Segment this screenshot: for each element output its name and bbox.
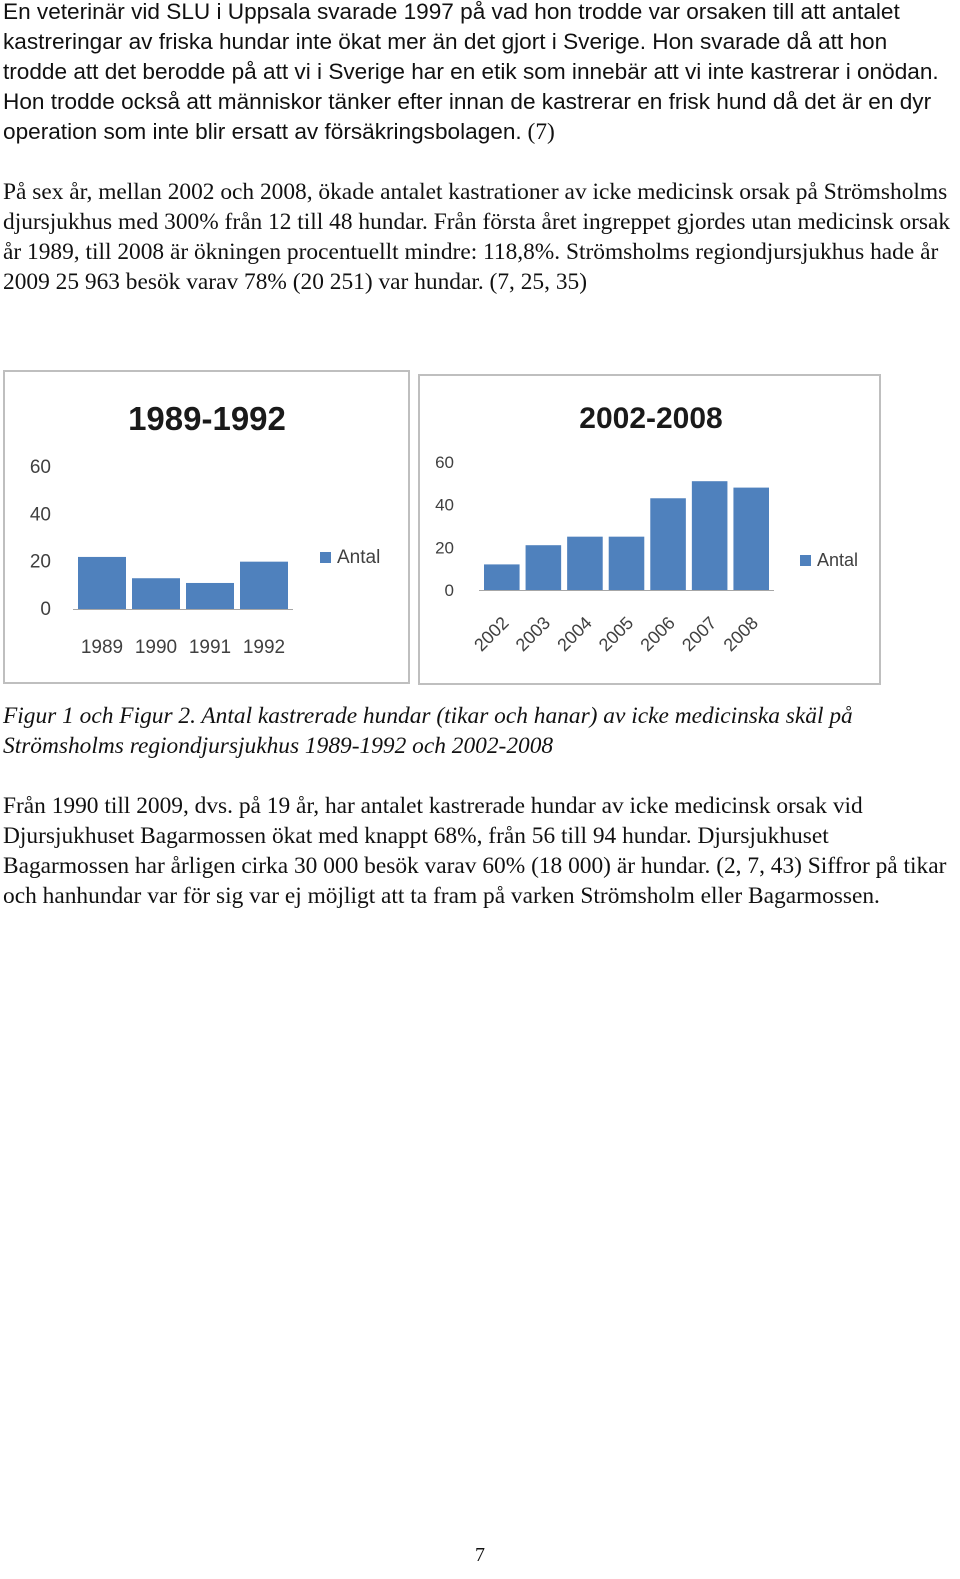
bar-1989 bbox=[78, 557, 126, 609]
legend-swatch bbox=[800, 555, 811, 566]
paragraph-veterinarian-text: En veterinär vid SLU i Uppsala svarade 1997 på vad hon trodde var orsaken till att antalet kastreringar av friska hundar inte ökat mer än det gjort i Sverige. Hon svarade då att hon trodde att det berodde på att vi i Sverige har en etik som innebär att vi inte kastrerar i onödan. Hon trodde också att människor tänker efter innan de kastrerar en frisk hund då det är en dyr operation som inte blir ersatt av försäkringsbolagen. bbox=[3, 0, 939, 144]
legend-label: Antal bbox=[337, 547, 381, 568]
paragraph-veterinarian bbox=[3, 0, 955, 147]
chart-1989-1992 bbox=[3, 370, 410, 684]
bar-2004 bbox=[567, 537, 603, 590]
bar-2006 bbox=[650, 498, 686, 590]
y-tick-label: 20 bbox=[435, 538, 454, 558]
chart-title: 1989-1992 bbox=[128, 400, 286, 437]
y-tick-label: 40 bbox=[29, 504, 51, 526]
bar-1992 bbox=[240, 562, 288, 609]
y-tick-label: 40 bbox=[435, 495, 454, 515]
bar-2002 bbox=[484, 564, 520, 590]
chart-1989-1992-svg bbox=[5, 372, 408, 682]
category-label: 1989 bbox=[80, 637, 124, 658]
figure-caption: Figur 1 och Figur 2. Antal kastrerade hundar (tikar och hanar) av icke medicinska skäl på Strömsholms regiondjursjukhus 1989-1992 och 2002-2008 bbox=[3, 703, 853, 759]
category-label: 2003 bbox=[511, 612, 555, 656]
chart-2002-2008 bbox=[418, 374, 881, 685]
bar-2005 bbox=[609, 537, 645, 590]
y-tick-label: 0 bbox=[40, 599, 51, 620]
bar-1990 bbox=[132, 578, 180, 609]
bar-2008 bbox=[733, 488, 769, 590]
category-label: 1992 bbox=[242, 637, 286, 658]
category-label: 1991 bbox=[188, 637, 232, 658]
paragraph-stromsholm: På sex år, mellan 2002 och 2008, ökade antalet kastrationer av icke medicinsk orsak på Strömsholms djursjukhus med 300% från 12 till 48 hundar. Från första året ingreppet gjordes utan medicinsk orsak år 1989, till 2008 är ökningen procentuellt mindre: 118,8%. Strömsholms regiondjursjukhus hade år 2009 25 963 besök varav 78% (20 251) var hundar. (7, 25, 35) bbox=[3, 179, 951, 295]
category-label: 2002 bbox=[470, 612, 513, 656]
y-tick-label: 60 bbox=[435, 453, 454, 472]
y-tick-label: 60 bbox=[29, 457, 51, 478]
legend-label: Antal bbox=[817, 550, 859, 570]
paragraph-bagarmossen: Från 1990 till 2009, dvs. på 19 år, har antalet kastrerade hundar av icke medicinsk orsak vid Djursjukhuset Bagarmossen ökat med knappt 68%, från 56 till 94 hundar. Djursjukhuset Bagarmossen har årligen cirka 30 000 besök varav 60% (18 000) är hundar. (2, 7, 43) Siffror på tikar och hanhundar var för sig var ej möjligt att ta fram på varken Strömsholm eller Bagarmossen. bbox=[3, 793, 947, 909]
bar-2003 bbox=[526, 545, 562, 590]
bar-1991 bbox=[186, 583, 234, 609]
category-label: 2006 bbox=[636, 612, 679, 656]
legend-swatch bbox=[320, 552, 331, 563]
y-tick-label: 20 bbox=[29, 551, 51, 573]
chart-2002-2008-svg bbox=[420, 376, 879, 683]
category-label: 2004 bbox=[553, 612, 596, 656]
paragraph-veterinarian-citation: (7) bbox=[521, 119, 555, 145]
bar-2007 bbox=[692, 481, 728, 590]
y-tick-label: 0 bbox=[444, 581, 454, 600]
category-label: 2005 bbox=[594, 612, 638, 656]
page-number: 7 bbox=[475, 1544, 485, 1566]
category-label: 2008 bbox=[719, 612, 763, 656]
chart-title: 2002-2008 bbox=[579, 402, 723, 435]
category-label: 2007 bbox=[678, 612, 721, 656]
category-label: 1990 bbox=[134, 637, 178, 658]
